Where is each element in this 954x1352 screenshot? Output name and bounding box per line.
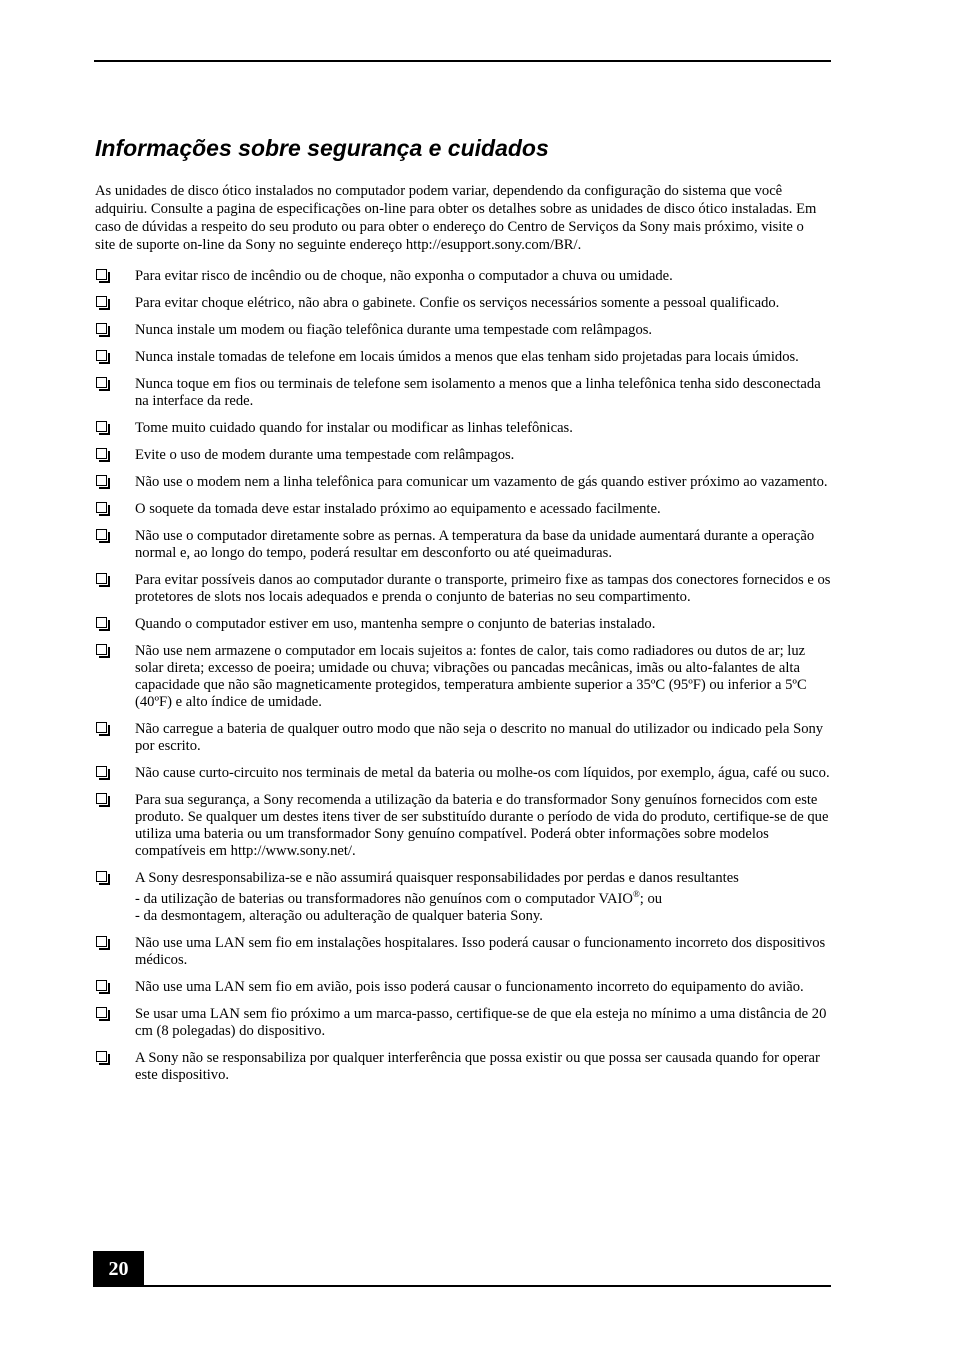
checkbox-bullet-icon [96, 766, 107, 777]
checkbox-bullet-icon [96, 1051, 107, 1062]
list-item: Não use o modem nem a linha telefônica para comunicar um vazamento de gás quando estiver próximo ao vazamento. [95, 474, 835, 491]
checkbox-bullet-icon [96, 323, 107, 334]
list-item: Para evitar possíveis danos ao computador durante o transporte, primeiro fixe as tampas dos conectores fornecidos e os protetores de slots nos locais adequados e prenda o conjunto de baterias no seu compartimento. [95, 572, 835, 606]
disclaimer-line: - da utilização de baterias ou transformadores não genuínos com o computador VAIO®; ou [135, 889, 663, 907]
list-item-disclaimer: A Sony desresponsabiliza-se e não assumirá quaisquer responsabilidades por perdas e danos resultantes - da utilização de baterias ou transformadores não genuínos com o computador VAIO®; ou - da desmontagem, alteração ou adulteração de qualquer bateria Sony. [95, 870, 835, 925]
checkbox-bullet-icon [96, 529, 107, 540]
list-item: Não use uma LAN sem fio em instalações hospitalares. Isso poderá causar o funcionamento incorreto dos dispositivos médicos. [95, 935, 835, 969]
checkbox-bullet-icon [96, 269, 107, 280]
checkbox-bullet-icon [96, 448, 107, 459]
list-item: Tome muito cuidado quando for instalar ou modificar as linhas telefônicas. [95, 420, 835, 437]
checkbox-bullet-icon [96, 502, 107, 513]
checkbox-bullet-icon [96, 936, 107, 947]
checkbox-bullet-icon [96, 980, 107, 991]
safety-list [95, 268, 835, 1094]
list-item: Quando o computador estiver em uso, mantenha sempre o conjunto de baterias instalado. [95, 616, 835, 633]
disclaimer-line: - da desmontagem, alteração ou adulteração de qualquer bateria Sony. [135, 908, 543, 924]
list-item: Não cause curto-circuito nos terminais de metal da bateria ou molhe-os com líquidos, por exemplo, água, café ou suco. [95, 765, 835, 782]
list-item: Nunca instale tomadas de telefone em locais úmidos a menos que elas tenham sido projetadas para locais úmidos. [95, 349, 835, 366]
intro-paragraph: As unidades de disco ótico instalados no computador podem variar, dependendo da configuração do sistema que você adquiriu. Consulte a pagina de especificações on-line para obter os detalhes sobre as unidades de disco ótico instaladas. Em caso de dúvidas a respeito do seu produto ou para obter o endereço do Centro de Serviços da Sony mais próximo, visite o site de suporte on-line da Sony no seguinte endereço http://esupport.sony.com/BR/. [95, 183, 817, 253]
checkbox-bullet-icon [96, 377, 107, 388]
checkbox-bullet-icon [96, 617, 107, 628]
checkbox-bullet-icon [96, 1007, 107, 1018]
list-item: Não use uma LAN sem fio em avião, pois isso poderá causar o funcionamento incorreto do equipamento do avião. [95, 979, 835, 996]
list-item: Não use o computador diretamente sobre as pernas. A temperatura da base da unidade aumentará durante a operação normal e, ao longo do tempo, poderá resultar em desconforto ou até queimaduras. [95, 528, 835, 562]
checkbox-bullet-icon [96, 871, 107, 882]
checkbox-bullet-icon [96, 296, 107, 307]
list-item: Para evitar risco de incêndio ou de choque, não exponha o computador a chuva ou umidade. [95, 268, 835, 285]
footer-rule [94, 1285, 831, 1287]
checkbox-bullet-icon [96, 793, 107, 804]
page-title: Informações sobre segurança e cuidados [95, 135, 549, 161]
checkbox-bullet-icon [96, 644, 107, 655]
list-item: Não carregue a bateria de qualquer outro modo que não seja o descrito no manual do utilizador ou indicado pela Sony por escrito. [95, 721, 835, 755]
checkbox-bullet-icon [96, 475, 107, 486]
list-item: Nunca toque em fios ou terminais de telefone sem isolamento a menos que a linha telefônica tenha sido desconectada na interface da rede. [95, 376, 835, 410]
list-item: Para sua segurança, a Sony recomenda a utilização da bateria e do transformador Sony genuínos fornecidos com este produto. Se qualquer um destes itens tiver de ser substituído durante o período de vida do produto, certifique-se de que utiliza uma bateria ou um transformador Sony genuíno compatível. Poderá obter informações sobre modelos compatíveis em http://www.sony.net/. [95, 792, 835, 860]
checkbox-bullet-icon [96, 421, 107, 432]
checkbox-bullet-icon [96, 350, 107, 361]
list-item: A Sony não se responsabiliza por qualquer interferência que possa existir ou que possa ser causada quando for operar este dispositivo. [95, 1050, 835, 1084]
checkbox-bullet-icon [96, 722, 107, 733]
list-item: Não use nem armazene o computador em locais sujeitos a: fontes de calor, tais como radiadores ou dutos de ar; luz solar direta; excesso de poeira; umidade ou chuva; vibrações ou pancadas mecânicas, imãs ou alto-falantes de alta capacidade que não são magneticamente protegidos, temperatura ambiente superior a 35ºC (95ºF) ou inferior a 5ºC (40ºF) e alto índice de umidade. [95, 643, 835, 711]
list-item: Nunca instale um modem ou fiação telefônica durante uma tempestade com relâmpagos. [95, 322, 835, 339]
list-item: Para evitar choque elétrico, não abra o gabinete. Confie os serviços necessários somente a pessoal qualificado. [95, 295, 835, 312]
list-item: Evite o uso de modem durante uma tempestade com relâmpagos. [95, 447, 835, 464]
top-rule [94, 60, 831, 62]
list-item: O soquete da tomada deve estar instalado próximo ao equipamento e acessado facilmente. [95, 501, 835, 518]
checkbox-bullet-icon [96, 573, 107, 584]
page-number: 20 [93, 1251, 144, 1287]
list-item: Se usar uma LAN sem fio próximo a um marca-passo, certifique-se de que ela esteja no mínimo a uma distância de 20 cm (8 polegadas) do dispositivo. [95, 1006, 835, 1040]
